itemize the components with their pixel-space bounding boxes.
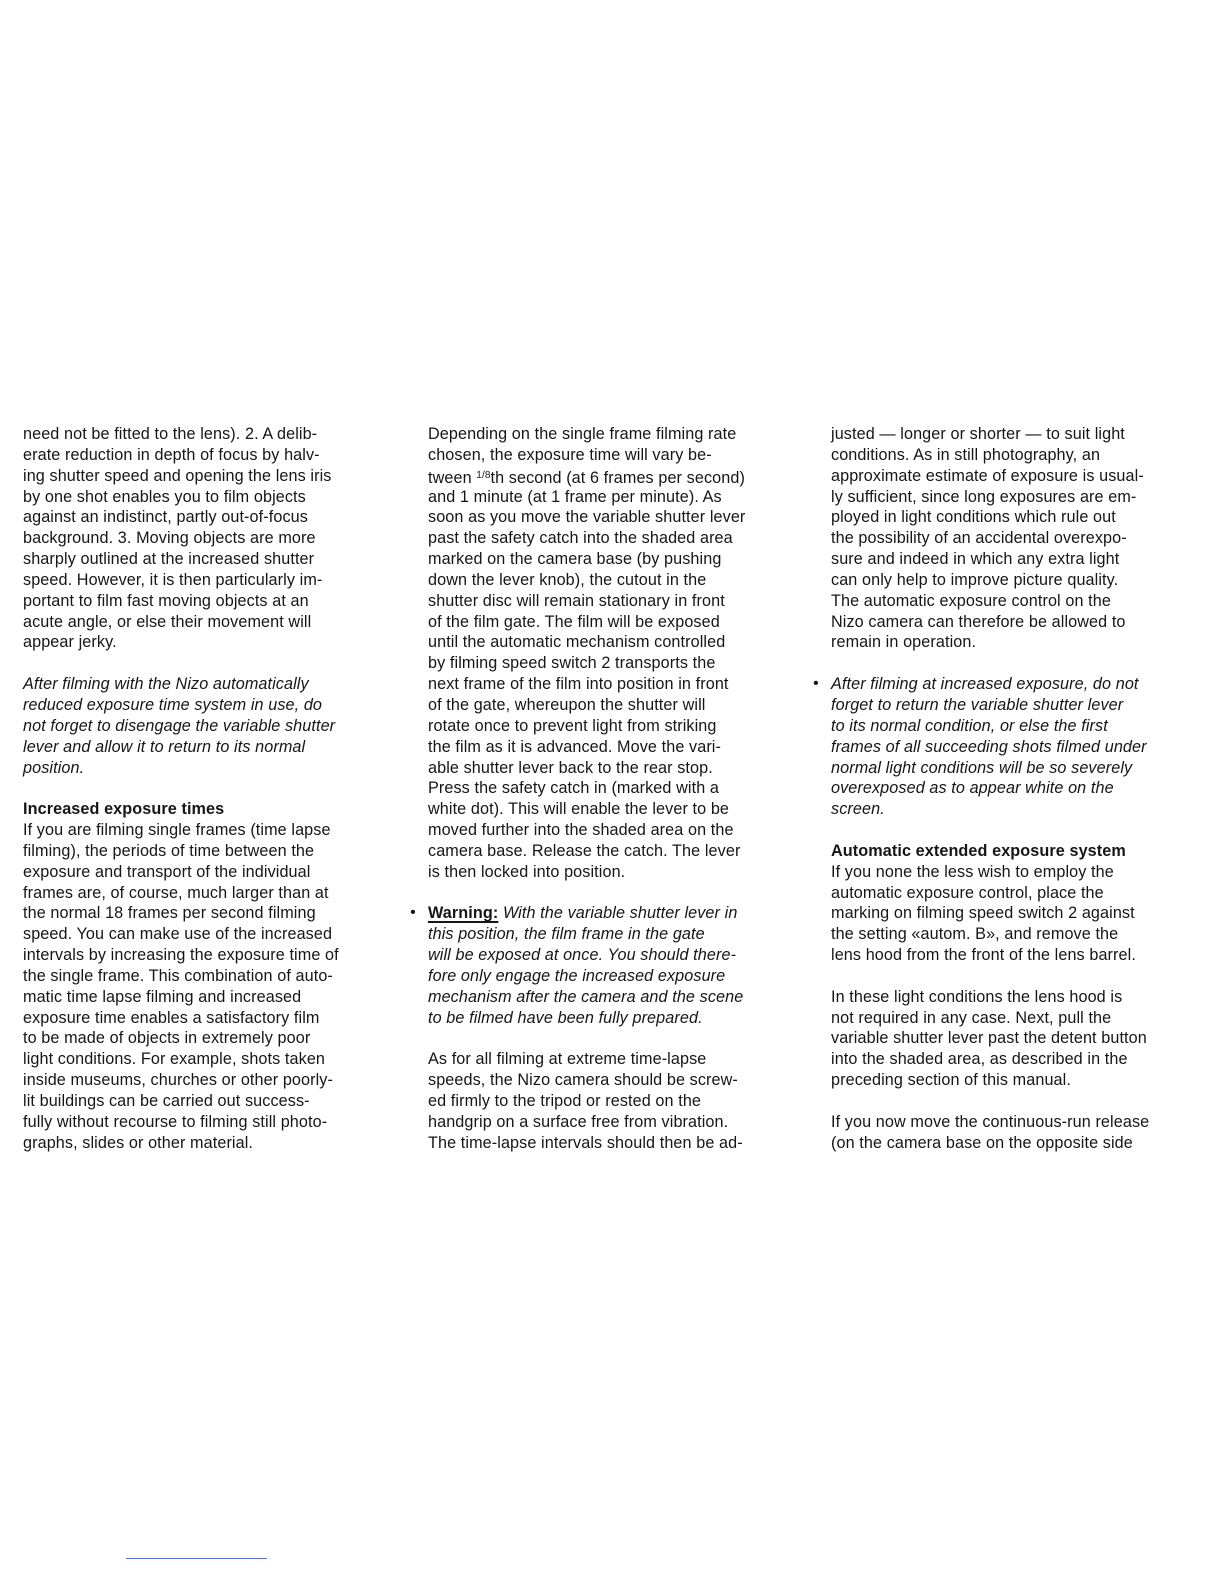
text-line: to be made of objects in extremely poor — [23, 1029, 311, 1048]
text-line: marking on filming speed switch 2 against — [831, 904, 1135, 923]
text-line: normal light conditions will be so severely — [831, 758, 1133, 777]
text-line: by one shot enables you to film objects — [23, 487, 306, 506]
text-line: preceding section of this manual. — [831, 1071, 1071, 1090]
text-line: down the lever knob), the cutout in the — [428, 570, 707, 589]
paragraph-gap — [428, 883, 800, 904]
text-line: variable shutter lever past the detent button — [831, 1029, 1147, 1048]
text-line: matic time lapse filming and increased — [23, 987, 302, 1006]
text-line: ly sufficient, since long exposures are em- — [831, 487, 1137, 506]
text-line-fraction — [428, 466, 800, 487]
paragraph-gap — [831, 966, 1201, 987]
text-line: not required in any case. Next, pull the — [831, 1008, 1112, 1027]
text-line: acute angle, or else their movement will — [23, 612, 312, 631]
text-line: exposure and transport of the individual — [23, 862, 311, 881]
text-line: by filming speed switch 2 transports the — [428, 654, 716, 673]
text-line: the film as it is advanced. Move the vari- — [428, 737, 721, 756]
warning-label: Warning: — [428, 904, 499, 923]
text-line: shutter disc will remain stationary in front — [428, 591, 725, 610]
col1-paragraph-3 — [23, 820, 395, 1154]
text-line — [428, 903, 800, 924]
text-line: the single frame. This combination of auto- — [23, 966, 333, 985]
col3-paragraph-2 — [831, 862, 1201, 966]
bullet-icon: • — [410, 904, 416, 922]
text-line: light conditions. For example, shots taken — [23, 1050, 326, 1069]
text-line: lens hood from the front of the lens barrel. — [831, 946, 1136, 965]
text-line: into the shaded area, as described in the — [831, 1050, 1128, 1069]
col1-paragraph-1 — [23, 424, 395, 653]
text-line: (on the camera base on the opposite side — [831, 1133, 1133, 1152]
text-line: As for all filming at extreme time-lapse — [428, 1050, 707, 1069]
fraction: 1/8 — [476, 469, 491, 481]
text-line: need not be fitted to the lens). 2. A delib- — [23, 425, 318, 443]
text-line: is then locked into position. — [428, 862, 626, 881]
text-line: The time-lapse intervals should then be ad- — [428, 1133, 743, 1152]
paragraph-gap — [23, 778, 395, 799]
text-line: the normal 18 frames per second filming — [23, 904, 316, 923]
text-line: intervals by increasing the exposure time of — [23, 946, 339, 965]
text-line: remain in operation. — [831, 633, 977, 652]
text-line: lit buildings can be carried out success- — [23, 1092, 310, 1110]
text-line: against an indistinct, partly out-of-focus — [23, 508, 308, 527]
text-line: reduced exposure time system in use, do — [23, 695, 323, 714]
col3-paragraph-1 — [831, 424, 1201, 653]
paragraph-gap — [831, 820, 1201, 841]
text-line: able shutter lever back to the rear stop. — [428, 758, 713, 777]
col2-paragraph-3 — [428, 1049, 800, 1153]
text-line: In these light conditions the lens hood is — [831, 987, 1123, 1006]
section-heading-automatic-extended: Automatic extended exposure system — [831, 841, 1126, 860]
text-line: erate reduction in depth of focus by halv- — [23, 445, 320, 464]
text-line: ployed in light conditions which rule out — [831, 508, 1116, 527]
text-line: white dot). This will enable the lever to be — [428, 800, 730, 819]
text-line: appear jerky. — [23, 633, 117, 652]
text-line: After filming with the Nizo automatically — [23, 675, 309, 694]
text-line: approximate estimate of exposure is usual- — [831, 466, 1144, 485]
text-line: justed — longer or shorter — to suit light — [831, 425, 1125, 443]
paragraph-gap — [428, 1028, 800, 1049]
column-1 — [23, 424, 395, 1154]
text-line: next frame of the film into position in front — [428, 675, 729, 694]
text-line: fully without recourse to filming still photo- — [23, 1112, 328, 1131]
text-line: soon as you move the variable shutter lever — [428, 508, 746, 527]
text-line: will be exposed at once. You should there- — [428, 946, 737, 965]
text-line: screen. — [831, 800, 885, 819]
text-line: handgrip on a surface free from vibration. — [428, 1112, 729, 1131]
text-line: If you none the less wish to employ the — [831, 862, 1114, 881]
text-line: frames of all succeeding shots filmed under — [831, 737, 1147, 756]
section-heading-increased-exposure: Increased exposure times — [23, 800, 225, 819]
column-2 — [410, 424, 800, 1154]
overexposure-note — [813, 674, 1201, 820]
text-line: Press the safety catch in (marked with a — [428, 779, 719, 798]
text-line: mechanism after the camera and the scene — [428, 987, 744, 1006]
text-line: portant to film fast moving objects at an — [23, 591, 309, 610]
text-line: Depending on the single frame filming rate — [428, 425, 737, 443]
text-fragment: With the variable shutter lever in — [498, 904, 738, 923]
col3-paragraph-4 — [831, 1112, 1201, 1154]
text-line: Nizo camera can therefore be allowed to — [831, 612, 1126, 631]
text-line: If you now move the continuous-run release — [831, 1112, 1150, 1131]
text-fragment: tween — [428, 468, 477, 487]
text-line: lever and allow it to return to its normal — [23, 737, 306, 756]
text-line: past the safety catch into the shaded area — [428, 529, 733, 548]
text-line: to be filmed have been fully prepared. — [428, 1008, 703, 1027]
paragraph-gap — [831, 653, 1201, 674]
text-fragment: th second (at 6 frames per second) — [490, 468, 745, 487]
text-line: inside museums, churches or other poorly- — [23, 1071, 333, 1090]
text-line: After filming at increased exposure, do not — [831, 675, 1139, 694]
text-line: position. — [23, 758, 85, 777]
text-line: moved further into the shaded area on the — [428, 821, 734, 840]
text-line: to its normal condition, or else the first — [831, 716, 1108, 735]
bullet-icon: • — [813, 675, 819, 693]
text-line: can only help to improve picture quality. — [831, 570, 1119, 589]
text-line: speeds, the Nizo camera should be screw- — [428, 1071, 738, 1090]
text-line: chosen, the exposure time will vary be- — [428, 445, 712, 464]
text-line: fore only engage the increased exposure — [428, 966, 726, 985]
text-line: exposure time enables a satisfactory film — [23, 1008, 320, 1027]
text-line: automatic exposure control, place the — [831, 883, 1104, 902]
text-line: this position, the film frame in the gate — [428, 925, 705, 944]
text-line: and 1 minute (at 1 frame per minute). As — [428, 487, 722, 506]
text-line: camera base. Release the catch. The lever — [428, 841, 741, 860]
col1-italic-note — [23, 674, 395, 778]
text-line: speed. However, it is then particularly im- — [23, 570, 323, 589]
text-line: speed. You can make use of the increased — [23, 925, 333, 944]
text-line: not forget to disengage the variable shutter — [23, 716, 336, 735]
text-line: graphs, slides or other material. — [23, 1133, 254, 1152]
footnote-rule — [126, 1558, 267, 1559]
text-line: background. 3. Moving objects are more — [23, 529, 316, 548]
text-line: ing shutter speed and opening the lens iris — [23, 466, 332, 485]
text-line: of the film gate. The film will be exposed — [428, 612, 720, 631]
col2-paragraph-1 — [428, 424, 800, 883]
text-line: frames are, of course, much larger than at — [23, 883, 329, 902]
text-line: If you are filming single frames (time lapse — [23, 821, 331, 840]
text-line: sharply outlined at the increased shutter — [23, 550, 315, 569]
text-line: filming), the periods of time between the — [23, 841, 315, 860]
text-line: the possibility of an accidental overexpo- — [831, 529, 1127, 548]
text-line: sure and indeed in which any extra light — [831, 550, 1120, 569]
col3-paragraph-3 — [831, 987, 1201, 1091]
text-line: The automatic exposure control on the — [831, 591, 1111, 610]
paragraph-gap — [831, 1091, 1201, 1112]
text-line: forget to return the variable shutter lever — [831, 695, 1124, 714]
text-line: marked on the camera base (by pushing — [428, 550, 722, 569]
text-line: of the gate, whereupon the shutter will — [428, 695, 706, 714]
text-line: overexposed as to appear white on the — [831, 779, 1114, 798]
column-3 — [813, 424, 1201, 1154]
paragraph-gap — [23, 653, 395, 674]
warning-note — [410, 903, 800, 1028]
text-line: rotate once to prevent light from striking — [428, 716, 717, 735]
text-line: conditions. As in still photography, an — [831, 445, 1101, 464]
text-line: ed firmly to the tripod or rested on the — [428, 1092, 702, 1110]
text-line: until the automatic mechanism controlled — [428, 633, 726, 652]
text-line: the setting «autom. B», and remove the — [831, 925, 1119, 944]
